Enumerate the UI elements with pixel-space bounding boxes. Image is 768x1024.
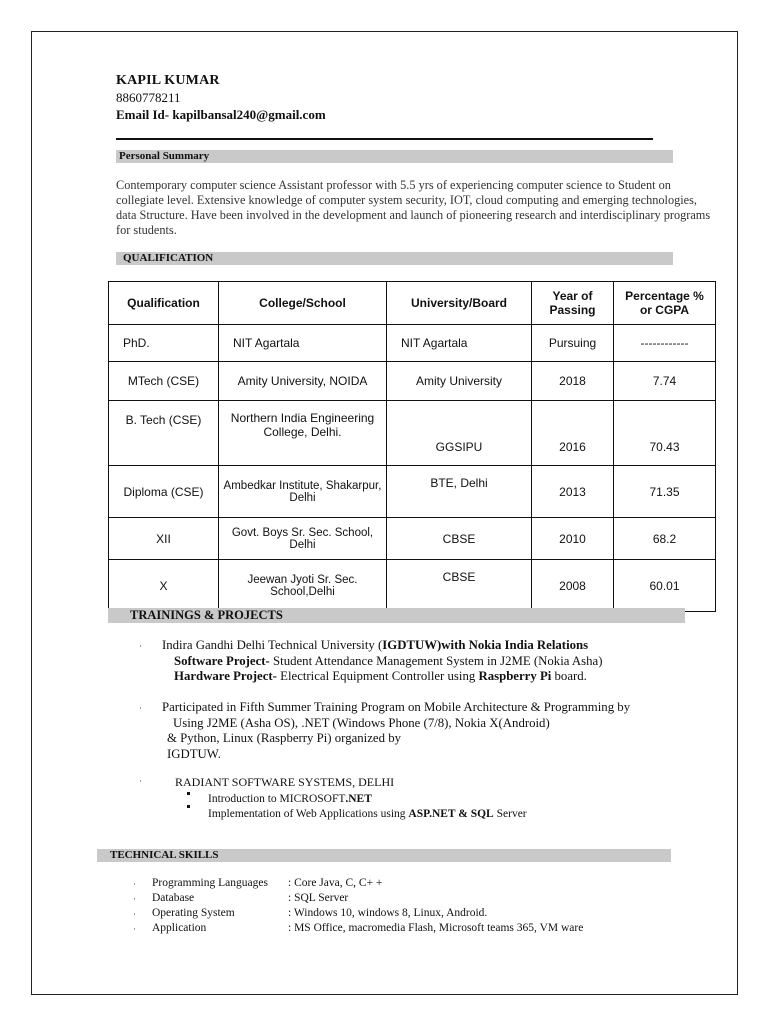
subitem-text: Introduction to MICROSOFT bbox=[208, 793, 346, 805]
table-row bbox=[109, 518, 716, 560]
bullet-icon: · bbox=[139, 703, 142, 713]
qualification-table bbox=[108, 281, 716, 612]
table-cell: 2008 bbox=[532, 560, 614, 612]
table-cell: X bbox=[109, 560, 219, 612]
training-item-radiant: RADIANT SOFTWARE SYSTEMS, DELHI bbox=[175, 775, 395, 789]
section-bar-personal-summary bbox=[116, 150, 673, 163]
hardware-project-bold: Raspberry Pi bbox=[478, 669, 552, 683]
bullet-icon: · bbox=[133, 924, 136, 934]
section-title-personal-summary: Personal Summary bbox=[119, 150, 210, 162]
square-bullet-icon bbox=[187, 792, 190, 795]
phone-number: 8860778211 bbox=[116, 90, 181, 105]
square-bullet-icon bbox=[187, 805, 190, 808]
table-cell: PhD. bbox=[109, 325, 219, 362]
software-project-text: Student Attendance Management System in J2ME (Nokia Asha) bbox=[269, 653, 603, 668]
table-cell: Northern India Engineering College, Delhi. bbox=[219, 401, 387, 466]
bullet-icon: · bbox=[139, 641, 142, 651]
skill-label: Programming Languages bbox=[152, 877, 268, 889]
training-text: & Python, Linux (Raspberry Pi) organized by bbox=[167, 731, 401, 745]
section-title-qualification: QUALIFICATION bbox=[123, 252, 214, 264]
table-header-row bbox=[109, 282, 716, 325]
table-row bbox=[109, 325, 716, 362]
subitem-text: Implementation of Web Applications using bbox=[208, 808, 409, 820]
header-cell: Percentage % or CGPA bbox=[614, 282, 716, 325]
table-cell: Pursuing bbox=[532, 325, 614, 362]
software-project-label: Software Project- bbox=[174, 653, 270, 668]
table-cell: CBSE bbox=[387, 518, 532, 560]
technical-skills-list bbox=[152, 876, 583, 936]
summary-paragraph: Contemporary computer science Assistant professor with 5.5 yrs of experiencing computer science to Student on collegiate level. Extensive knowledge of computer system security, IOT, cloud computing and emerging technologies, data Structure. Have been involved in the development and launch of pioneering research and interdisciplinary programs for students. bbox=[116, 178, 711, 237]
table-cell: NIT Agartala bbox=[219, 325, 387, 362]
header-cell: Year of Passing bbox=[532, 282, 614, 325]
table-cell: B. Tech (CSE) bbox=[109, 401, 219, 466]
subitem-bold: ASP.NET & SQL bbox=[408, 808, 494, 820]
table-cell: 68.2 bbox=[614, 518, 716, 560]
training-bold-text: IGDTUW)with Nokia India Relations bbox=[382, 638, 589, 652]
table-row bbox=[109, 466, 716, 518]
candidate-name: KAPIL KUMAR bbox=[116, 73, 220, 88]
table-cell: 2010 bbox=[532, 518, 614, 560]
section-bar-trainings bbox=[108, 608, 685, 623]
bullet-icon: · bbox=[133, 879, 136, 889]
hardware-project-text: Electrical Equipment Controller using bbox=[276, 669, 479, 683]
skill-row bbox=[152, 891, 583, 906]
skill-value: : MS Office, macromedia Flash, Microsoft teams 365, VM ware bbox=[288, 922, 584, 934]
training-text: Using J2ME (Asha OS), .NET (Windows Phone (7/8), Nokia X(Android) bbox=[173, 715, 550, 730]
subitem-text: Server bbox=[493, 808, 527, 820]
header-cell: University/Board bbox=[387, 282, 532, 325]
hardware-project-label: Hardware Project- bbox=[174, 669, 277, 683]
table-cell: Diploma (CSE) bbox=[109, 466, 219, 518]
section-bar-qualification bbox=[116, 252, 673, 265]
table-cell: 71.35 bbox=[614, 466, 716, 518]
skill-row bbox=[152, 921, 583, 936]
email-address: Email Id- kapilbansal240@gmail.com bbox=[116, 107, 326, 122]
training-item-igdtuw bbox=[162, 638, 603, 685]
table-cell: 2013 bbox=[532, 466, 614, 518]
table-cell: Ambedkar Institute, Shakarpur, Delhi bbox=[219, 466, 387, 518]
header-cell: College/School bbox=[219, 282, 387, 325]
table-cell: BTE, Delhi bbox=[387, 466, 532, 518]
skill-label: Operating System bbox=[152, 907, 235, 919]
header-divider bbox=[116, 138, 653, 140]
section-bar-technical-skills bbox=[97, 849, 671, 862]
table-cell: MTech (CSE) bbox=[109, 362, 219, 401]
bullet-icon: · bbox=[133, 909, 136, 919]
skill-row bbox=[152, 906, 583, 921]
skill-label: Database bbox=[152, 892, 195, 904]
skill-row bbox=[152, 876, 583, 891]
table-cell: 2018 bbox=[532, 362, 614, 401]
header-cell: Qualification bbox=[109, 282, 219, 325]
section-title-technical-skills: TECHNICAL SKILLS bbox=[110, 849, 219, 861]
table-row bbox=[109, 362, 716, 401]
table-cell: ------------ bbox=[614, 325, 716, 362]
skill-value: : Windows 10, windows 8, Linux, Android. bbox=[288, 907, 488, 919]
skill-value: : SQL Server bbox=[288, 892, 349, 904]
table-cell: Jeewan Jyoti Sr. Sec. School,Delhi bbox=[219, 560, 387, 612]
skill-value: : Core Java, C, C+ + bbox=[288, 877, 383, 889]
skill-label: Application bbox=[152, 922, 207, 934]
training-item-summer-program bbox=[162, 700, 630, 762]
training-text: Indira Gandhi Delhi Technical University ( bbox=[162, 638, 383, 652]
table-cell: 7.74 bbox=[614, 362, 716, 401]
section-title-trainings: TRAININGS & PROJECTS bbox=[130, 608, 283, 622]
table-cell: CBSE bbox=[387, 560, 532, 612]
training-text: IGDTUW. bbox=[167, 746, 221, 761]
table-cell: GGSIPU bbox=[387, 401, 532, 466]
bullet-icon: · bbox=[133, 894, 136, 904]
table-row bbox=[109, 560, 716, 612]
table-row bbox=[109, 401, 716, 466]
radiant-subitems bbox=[208, 792, 527, 822]
table-cell: NIT Agartala bbox=[387, 325, 532, 362]
table-cell: Amity University, NOIDA bbox=[219, 362, 387, 401]
table-cell: XII bbox=[109, 518, 219, 560]
subitem-bold: .NET bbox=[345, 793, 372, 805]
table-cell: Amity University bbox=[387, 362, 532, 401]
table-cell: Govt. Boys Sr. Sec. School, Delhi bbox=[219, 518, 387, 560]
hardware-project-end: board. bbox=[551, 669, 587, 683]
bullet-icon: · bbox=[139, 776, 142, 786]
table-cell: 2016 bbox=[532, 401, 614, 466]
training-text: Participated in Fifth Summer Training Program on Mobile Architecture & Programming by bbox=[162, 700, 631, 714]
table-cell: 60.01 bbox=[614, 560, 716, 612]
table-cell: 70.43 bbox=[614, 401, 716, 466]
